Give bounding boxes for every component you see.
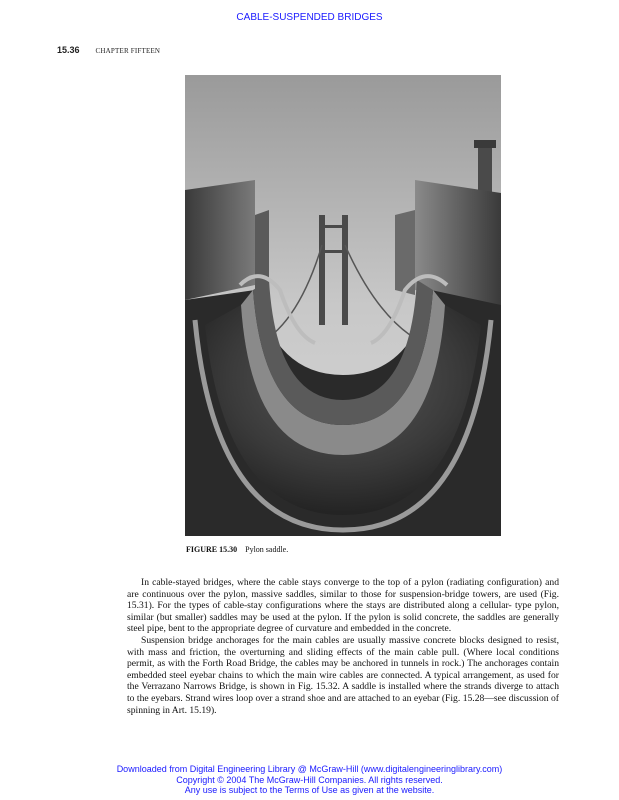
footer-copyright: Copyright © 2004 The McGraw-Hill Companies. All rights reserved. bbox=[176, 774, 443, 785]
figure-caption bbox=[186, 545, 288, 554]
figure-label: FIGURE 15.30 bbox=[186, 545, 238, 554]
figure-caption-text: Pylon saddle. bbox=[245, 545, 289, 554]
page-number: 15.36 bbox=[57, 45, 80, 55]
pylon-saddle-illustration bbox=[185, 75, 501, 536]
running-title: CABLE-SUSPENDED BRIDGES bbox=[236, 12, 383, 23]
paragraph: In cable-stayed bridges, where the cable stays converge to the top of a pylon (radiating configuration) and are continuous over the pylon, massive saddles, similar to those for suspension-bridge towers, are used (Fig. 15.31). For the types of cable-stay configurations where the stays are distributed along a cellular- type pylon, similar (but smaller) saddles may be used at the pylon. If the pylon is solid concrete, the saddles are generally steel pipe, bent to the appropriate degree of curvature and embedded in the concrete. bbox=[127, 577, 559, 635]
pylon-saddle-photo bbox=[185, 75, 501, 536]
footer bbox=[0, 764, 619, 796]
footer-download-link[interactable]: Downloaded from Digital Engineering Library @ McGraw-Hill (www.digitalengineeringlibrary.com) bbox=[116, 764, 503, 774]
paragraph: Suspension bridge anchorages for the main cables are usually massive concrete blocks designed to resist, with mass and friction, the overturning and sliding effects of the main cable pull. (Where local conditions permit, as with the Forth Road Bridge, the cables may be anchored in tunnels in rock.) The anchorages contain embedded steel eyebar chains to which the main wire cables are connected. A typical arrangement, as used for the Verrazano Narrows Bridge, is shown in Fig. 15.32. A saddle is installed where the strands diverge to attach to the eyebars. Strand wires loop over a strand shoe and are attached to an eyebar (Fig. 15.28—see discussion of spinning in Art. 15.19). bbox=[127, 634, 559, 716]
body-text bbox=[127, 577, 559, 716]
page-header bbox=[57, 45, 160, 55]
footer-terms[interactable]: Any use is subject to the Terms of Use as given at the website. bbox=[184, 785, 435, 795]
chapter-title: CHAPTER FIFTEEN bbox=[95, 47, 161, 55]
